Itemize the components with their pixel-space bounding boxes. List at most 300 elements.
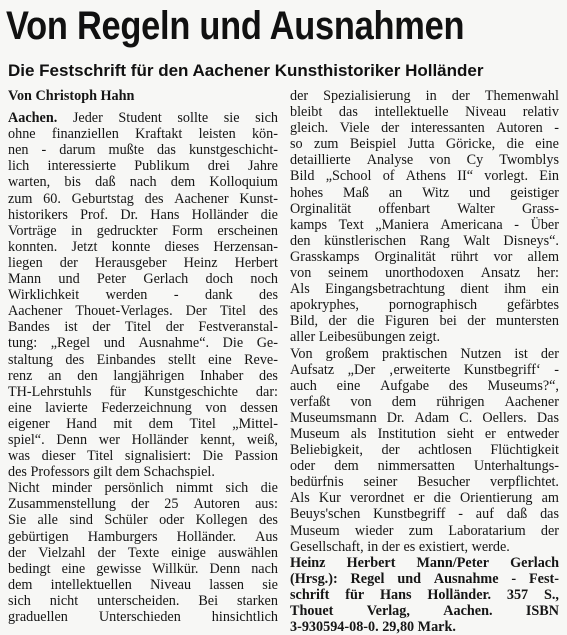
word: der	[131, 496, 150, 513]
word: graduellen	[8, 609, 68, 625]
word: nicht	[49, 592, 79, 609]
text-line	[290, 474, 559, 490]
word: -	[514, 216, 519, 233]
word: wer	[98, 431, 120, 448]
word: historikers	[8, 206, 68, 223]
word: für	[345, 586, 365, 603]
text-line: Gesellschaft, in der es existiert, werde.	[290, 538, 510, 555]
word: Herbert	[234, 254, 278, 271]
word: verordnet	[349, 490, 405, 507]
word: seiner	[363, 474, 398, 491]
word: intellektuellen	[50, 576, 132, 593]
word: dem	[391, 393, 417, 410]
author-byline: Von Christoph Hahn	[8, 88, 135, 104]
word: aus:	[255, 496, 278, 513]
word: geistiger	[510, 184, 559, 201]
text-line	[290, 506, 559, 522]
left-column	[8, 88, 278, 625]
word: sie	[223, 110, 240, 127]
word: Disneys“.	[503, 232, 559, 249]
word: warten,	[8, 174, 51, 191]
word: Walter	[457, 200, 495, 217]
text-line	[290, 442, 559, 458]
word: Beliebigkeit,	[290, 442, 363, 459]
word: interessierte	[47, 158, 117, 175]
word: bei	[439, 313, 457, 330]
word: die	[260, 480, 278, 497]
text-line	[290, 185, 559, 201]
word: Museums?“,	[487, 377, 559, 394]
word: Orginalität	[290, 200, 352, 217]
word: ein	[541, 281, 559, 298]
word: Museum	[290, 522, 340, 539]
word: Prof.	[80, 206, 109, 223]
word: Aufsatz	[290, 361, 335, 378]
word: unorthodoxen	[385, 265, 464, 282]
right-column-body	[290, 88, 559, 555]
word: Herausgeber	[94, 254, 167, 271]
word: er	[484, 425, 496, 442]
word: Cy	[466, 152, 484, 169]
text-line	[290, 281, 559, 297]
word: Figuren	[384, 313, 430, 330]
word: allem	[527, 248, 559, 265]
word: bedingt	[8, 560, 51, 577]
word: einige	[171, 544, 206, 561]
word: des	[259, 512, 278, 529]
word: sollte	[177, 110, 209, 127]
word: Holländer	[131, 431, 189, 448]
word: Titel	[219, 303, 247, 320]
article-headline: Von Regeln und Ausnahmen	[6, 4, 465, 48]
word: gefärbtes	[507, 297, 559, 314]
word: Bei	[198, 592, 219, 609]
text-line	[8, 496, 278, 512]
word: Nutzen	[460, 345, 502, 362]
word: zum	[314, 136, 339, 153]
word: Dr.	[120, 206, 139, 223]
word: rührt	[450, 248, 479, 265]
word: Holländer.	[176, 528, 237, 545]
word: erscheinen	[217, 222, 278, 239]
word: signalisiert:	[124, 448, 192, 465]
word: und	[397, 570, 421, 587]
word: pornographisch	[388, 297, 478, 314]
text-line	[8, 174, 278, 190]
text-line	[290, 490, 559, 506]
word: dar:	[255, 383, 278, 400]
word: Aachen.	[8, 110, 58, 127]
book-info-line: 3-930594-08-0. 29,80 Mark.	[290, 619, 456, 635]
word: Regel	[350, 570, 385, 587]
word: noch	[250, 271, 278, 288]
word: sich	[8, 592, 31, 609]
word: Heinz	[183, 254, 218, 271]
word: den	[290, 232, 311, 249]
word: Thouet	[290, 603, 334, 619]
word: Niveau	[150, 576, 192, 593]
left-column-body	[8, 110, 278, 625]
word: Autoren	[193, 496, 241, 513]
word: des	[259, 367, 278, 384]
word: Viele	[339, 120, 370, 137]
word: Mann/Peter	[416, 554, 490, 571]
text-line	[8, 239, 278, 255]
word: das	[157, 142, 176, 159]
word: leisten	[198, 126, 236, 143]
word: ihm	[504, 281, 527, 298]
word: was	[8, 448, 31, 465]
text-line	[8, 529, 278, 545]
text-line	[290, 136, 559, 152]
text-line	[290, 426, 559, 442]
word: Laboratarium	[448, 522, 526, 539]
text-line	[8, 352, 278, 368]
word: -	[554, 361, 559, 378]
word: Kunstbegriff‘	[463, 361, 541, 378]
word: unterscheiden.	[97, 592, 180, 609]
word: Ge-	[256, 335, 278, 352]
word: Dr.	[386, 409, 405, 426]
word: Aus	[255, 528, 278, 545]
word: Titel	[87, 448, 114, 465]
word: ‚erweiterte	[388, 361, 451, 378]
word: gedruckter	[96, 222, 158, 239]
word: in	[71, 222, 83, 239]
word: und	[468, 184, 491, 201]
word: das	[338, 104, 358, 121]
text-line	[290, 168, 559, 184]
word: er	[413, 490, 425, 507]
word: die	[433, 490, 451, 507]
word: konnte	[111, 238, 151, 255]
word: her:	[536, 265, 559, 282]
word: liegen	[8, 254, 43, 271]
word: Hamburgers	[87, 528, 158, 545]
word: Von	[290, 345, 313, 362]
word: daß	[506, 506, 528, 523]
word: Heinz	[290, 554, 326, 571]
word: verfaßt	[290, 393, 331, 410]
text-line	[290, 523, 559, 539]
word: daß	[95, 174, 116, 191]
word: nach	[129, 174, 157, 191]
word: von	[290, 265, 312, 282]
word: Americana	[440, 216, 503, 233]
word: Holländer.	[427, 586, 492, 603]
word: Aachen.	[443, 603, 493, 619]
word: starken	[236, 592, 278, 609]
word: Athens	[405, 168, 446, 185]
word: Kur	[318, 490, 341, 507]
word: Hans	[379, 586, 412, 603]
word: Denn	[56, 431, 88, 448]
text-line	[290, 297, 559, 313]
word: bleibt	[290, 104, 323, 121]
text-line	[8, 142, 278, 158]
word: Sie	[8, 512, 27, 529]
word: Vorträge	[8, 222, 57, 239]
word: werden	[105, 287, 148, 304]
word: S.,	[543, 586, 559, 603]
word: offenbart	[378, 200, 431, 217]
word: dieses	[164, 238, 200, 255]
word: eine	[208, 351, 232, 368]
word: in	[425, 88, 437, 104]
word: und	[103, 335, 125, 352]
word: II“	[457, 168, 474, 185]
word: Titel	[189, 415, 216, 432]
word: ohne	[8, 126, 36, 143]
word: Als	[290, 490, 310, 507]
word: Hans	[150, 206, 180, 223]
text-line	[8, 223, 278, 239]
word: dem	[148, 415, 174, 432]
word: Niveau	[465, 104, 507, 121]
text-line	[8, 319, 278, 335]
word: Jahre	[248, 158, 278, 175]
text-line	[290, 346, 559, 362]
text-line	[290, 249, 559, 265]
text-line	[8, 480, 278, 496]
word: wieder	[354, 522, 394, 539]
word: Nicht	[8, 480, 40, 497]
word: vor	[493, 248, 513, 265]
word: verpflichtet.	[490, 474, 559, 491]
word: dessen	[240, 399, 278, 416]
word: Gerlach	[510, 554, 559, 571]
word: Ansatz	[480, 265, 521, 282]
text-line	[8, 400, 278, 416]
word: die	[357, 313, 375, 330]
word: dank	[205, 287, 233, 304]
word: apokryphes,	[290, 297, 359, 314]
text-line	[8, 416, 278, 432]
word: staltung	[8, 351, 53, 368]
word: Der	[185, 303, 207, 320]
word: Göricke,	[445, 136, 496, 153]
text-line	[8, 126, 278, 142]
word: ISBN	[525, 603, 559, 619]
word: Über	[530, 216, 559, 233]
word: Jeder	[72, 110, 103, 127]
word: Jutta	[407, 136, 435, 153]
word: Kunstbegriff	[373, 506, 446, 523]
word: der	[290, 88, 309, 104]
word: Jetzt	[71, 238, 98, 255]
word: das	[540, 506, 559, 523]
word: entweder	[506, 425, 559, 442]
word: gewisse	[96, 560, 142, 577]
word: Form	[172, 222, 203, 239]
word: die	[506, 136, 524, 153]
word: Mann	[8, 271, 42, 288]
word: eine	[535, 136, 559, 153]
word: so	[290, 136, 303, 153]
word: Federzeichnung	[101, 399, 192, 416]
word: Orginalität	[374, 248, 436, 265]
book-info-line	[290, 571, 559, 587]
word: dieser	[41, 448, 76, 465]
text-line	[290, 88, 559, 104]
word: stellt	[168, 351, 196, 368]
book-info-line	[290, 555, 559, 571]
word: Kunst-	[239, 190, 278, 207]
word: auch	[290, 377, 317, 394]
word: konnten.	[8, 238, 58, 255]
text-line	[8, 545, 278, 561]
text-line	[290, 233, 559, 249]
word: -	[554, 120, 559, 137]
word: der	[381, 120, 400, 137]
word: alle	[37, 512, 58, 529]
text-line	[8, 287, 278, 303]
text-line	[8, 271, 278, 287]
word: Zusammenstellung	[8, 496, 116, 513]
word: (Hrsg.):	[290, 570, 338, 587]
word: nimmersatten	[377, 458, 455, 475]
word: der	[381, 442, 400, 459]
word: hinsichtlich	[211, 609, 278, 625]
word: doch	[205, 271, 234, 288]
word: Aachener	[8, 303, 63, 320]
word: Publikum	[134, 158, 190, 175]
right-column	[290, 88, 559, 635]
word: gleich.	[290, 120, 329, 137]
word: „School	[325, 168, 372, 185]
word: Schüler	[104, 512, 148, 529]
word: für	[109, 383, 127, 400]
word: des	[65, 351, 85, 368]
word: den	[77, 367, 98, 384]
word: Gerlach	[143, 271, 189, 288]
word: lavierte	[45, 399, 88, 416]
word: rührigen	[436, 393, 485, 410]
word: Holländer	[191, 206, 249, 223]
word: Institution	[377, 425, 436, 442]
text-line	[290, 313, 559, 329]
word: Geburtstag	[71, 190, 134, 207]
word: Twomblys	[499, 152, 559, 169]
text-line	[8, 593, 278, 609]
word: Herzensan-	[213, 238, 278, 255]
word: Titel	[124, 319, 152, 336]
word: Besucher	[417, 474, 471, 491]
word: sind	[69, 512, 93, 529]
word: eine	[336, 377, 361, 394]
word: persönlich	[104, 480, 164, 497]
word: von	[429, 152, 451, 169]
text-line	[290, 458, 559, 474]
word: sieht	[447, 425, 474, 442]
word: des	[448, 377, 468, 394]
text-line	[290, 394, 559, 410]
word: Inhaber	[200, 367, 244, 384]
word: Walt	[463, 232, 490, 249]
word: Festveranstal-	[198, 319, 278, 336]
word: „Regel	[50, 335, 91, 352]
word: der	[59, 254, 78, 271]
word: finanziellen	[51, 126, 119, 143]
word: kön-	[251, 126, 278, 143]
word: Rang	[419, 232, 450, 249]
word: auswählen	[218, 544, 278, 561]
word: lich	[8, 158, 30, 175]
word: nach	[251, 560, 278, 577]
text-line	[290, 217, 559, 233]
text-line	[8, 609, 278, 625]
word: spiel“.	[8, 431, 45, 448]
word: praktischen	[381, 345, 448, 362]
word: gebürtigen	[8, 528, 69, 545]
word: Willkür.	[152, 560, 199, 577]
word: Oellers.	[482, 409, 527, 426]
word: Kollegen	[195, 512, 248, 529]
text-line	[8, 512, 278, 528]
word: großem	[325, 345, 369, 362]
word: Orientierung	[460, 490, 533, 507]
text-line	[290, 201, 559, 217]
word: Als	[290, 281, 310, 298]
word: -	[511, 570, 517, 587]
word: Museum	[290, 425, 340, 442]
text-line	[290, 104, 559, 120]
word: sie	[262, 576, 278, 593]
text-line	[8, 432, 278, 448]
word: der	[8, 544, 27, 561]
word: Passion	[234, 448, 278, 465]
word: Beispiel	[349, 136, 397, 153]
word: Aachener	[174, 190, 229, 207]
word: Bild,	[290, 313, 318, 330]
word: dient	[460, 281, 489, 298]
word: renz	[8, 367, 33, 384]
word: Flüchtigkeit	[490, 442, 559, 459]
word: Unterhaltungs-	[473, 458, 559, 475]
word: nen	[8, 142, 29, 159]
word: langjährigen	[113, 367, 185, 384]
word: Analyse	[366, 152, 414, 169]
word: der	[97, 544, 116, 561]
text-line: aller Leibesübungen zeigt.	[290, 329, 441, 346]
word: Ausnahme“.	[138, 335, 210, 352]
word: TH-Lehrstuhls	[8, 383, 92, 400]
word: der	[467, 313, 486, 330]
text-line	[290, 410, 559, 426]
word: an	[48, 367, 62, 384]
word: Grass-	[521, 200, 559, 217]
word: Kolloquium	[209, 174, 278, 191]
text-line	[8, 577, 278, 593]
word: Eingangsbetrachtung	[325, 281, 445, 298]
text-line	[8, 158, 278, 174]
word: „Mittel-	[232, 415, 278, 432]
word: Ein	[539, 168, 559, 185]
word: der	[92, 319, 111, 336]
word: oder	[290, 458, 316, 475]
word: intellektuelle	[374, 104, 449, 121]
word: kennt,	[200, 431, 236, 448]
word: Fest-	[529, 570, 559, 587]
word: eigener	[8, 415, 50, 432]
text-line	[290, 152, 559, 168]
word: Das	[536, 409, 559, 426]
book-info-line	[290, 603, 559, 619]
word: Bild	[290, 168, 315, 185]
word: mit	[113, 415, 133, 432]
word: vorlegt.	[484, 168, 529, 185]
word: bedürfnis	[290, 474, 344, 491]
